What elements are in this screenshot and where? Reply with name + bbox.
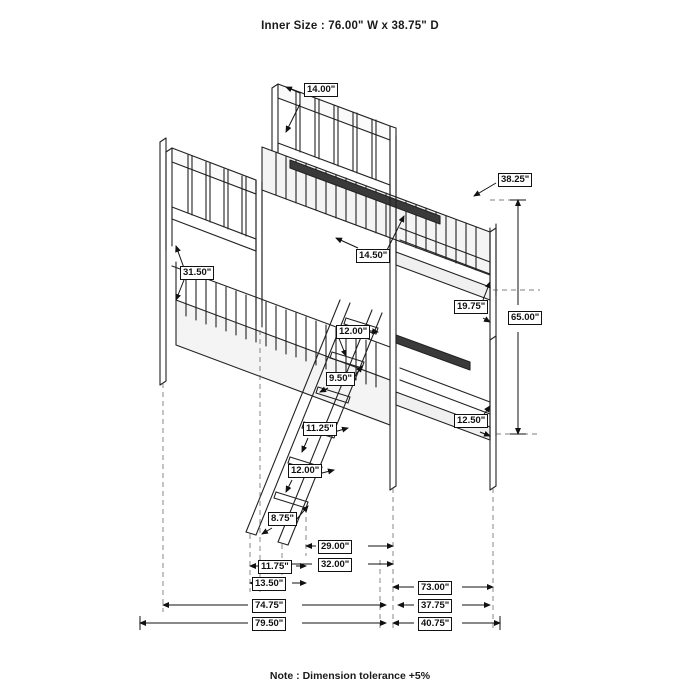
dimension-label-end-panel-upper: 19.75"	[454, 300, 488, 314]
dimension-label-right-depth: 73.00"	[418, 581, 452, 595]
page-title: Inner Size : 76.00" W x 38.75" D	[261, 20, 439, 32]
lower-bunk-slat-deck	[172, 262, 470, 425]
dimension-label-ladder-foot-offset: 8.75"	[268, 512, 297, 526]
dimension-label-ladder-base-width: 13.50"	[252, 577, 286, 591]
dimension-label-overall-depth: 40.75"	[418, 617, 452, 631]
dimension-label-lower-bunk-clearance: 31.50"	[180, 266, 214, 280]
dimension-label-ladder-span: 32.00"	[318, 558, 352, 572]
dimension-label-upper-bunk-clearance: 38.25"	[498, 173, 532, 187]
dimension-label-right-depth-outer: 37.75"	[418, 599, 452, 613]
dimension-label-guard-rail-span: 14.50"	[356, 249, 390, 263]
dimension-label-ladder-step-lower: 11.25"	[303, 422, 337, 436]
dimension-label-ladder-step-mid: 9.50"	[326, 372, 355, 386]
tolerance-note: Note : Dimension tolerance +5%	[269, 670, 431, 682]
dimension-label-ladder-reach: 29.00"	[318, 540, 352, 554]
dimension-label-ladder-step-upper: 12.00"	[336, 325, 370, 339]
dimension-label-left-length: 74.75"	[252, 599, 286, 613]
dimension-label-overall-length: 79.50"	[252, 617, 286, 631]
dimension-label-overall-height: 65.00"	[508, 311, 542, 325]
dimension-label-ladder-step-bottom: 12.00"	[288, 464, 322, 478]
dimension-label-end-panel-lower: 12.50"	[454, 414, 488, 428]
dimension-label-ladder-base-offset: 11.75"	[258, 560, 292, 574]
dimension-label-top-rail-height: 14.00"	[304, 83, 338, 97]
